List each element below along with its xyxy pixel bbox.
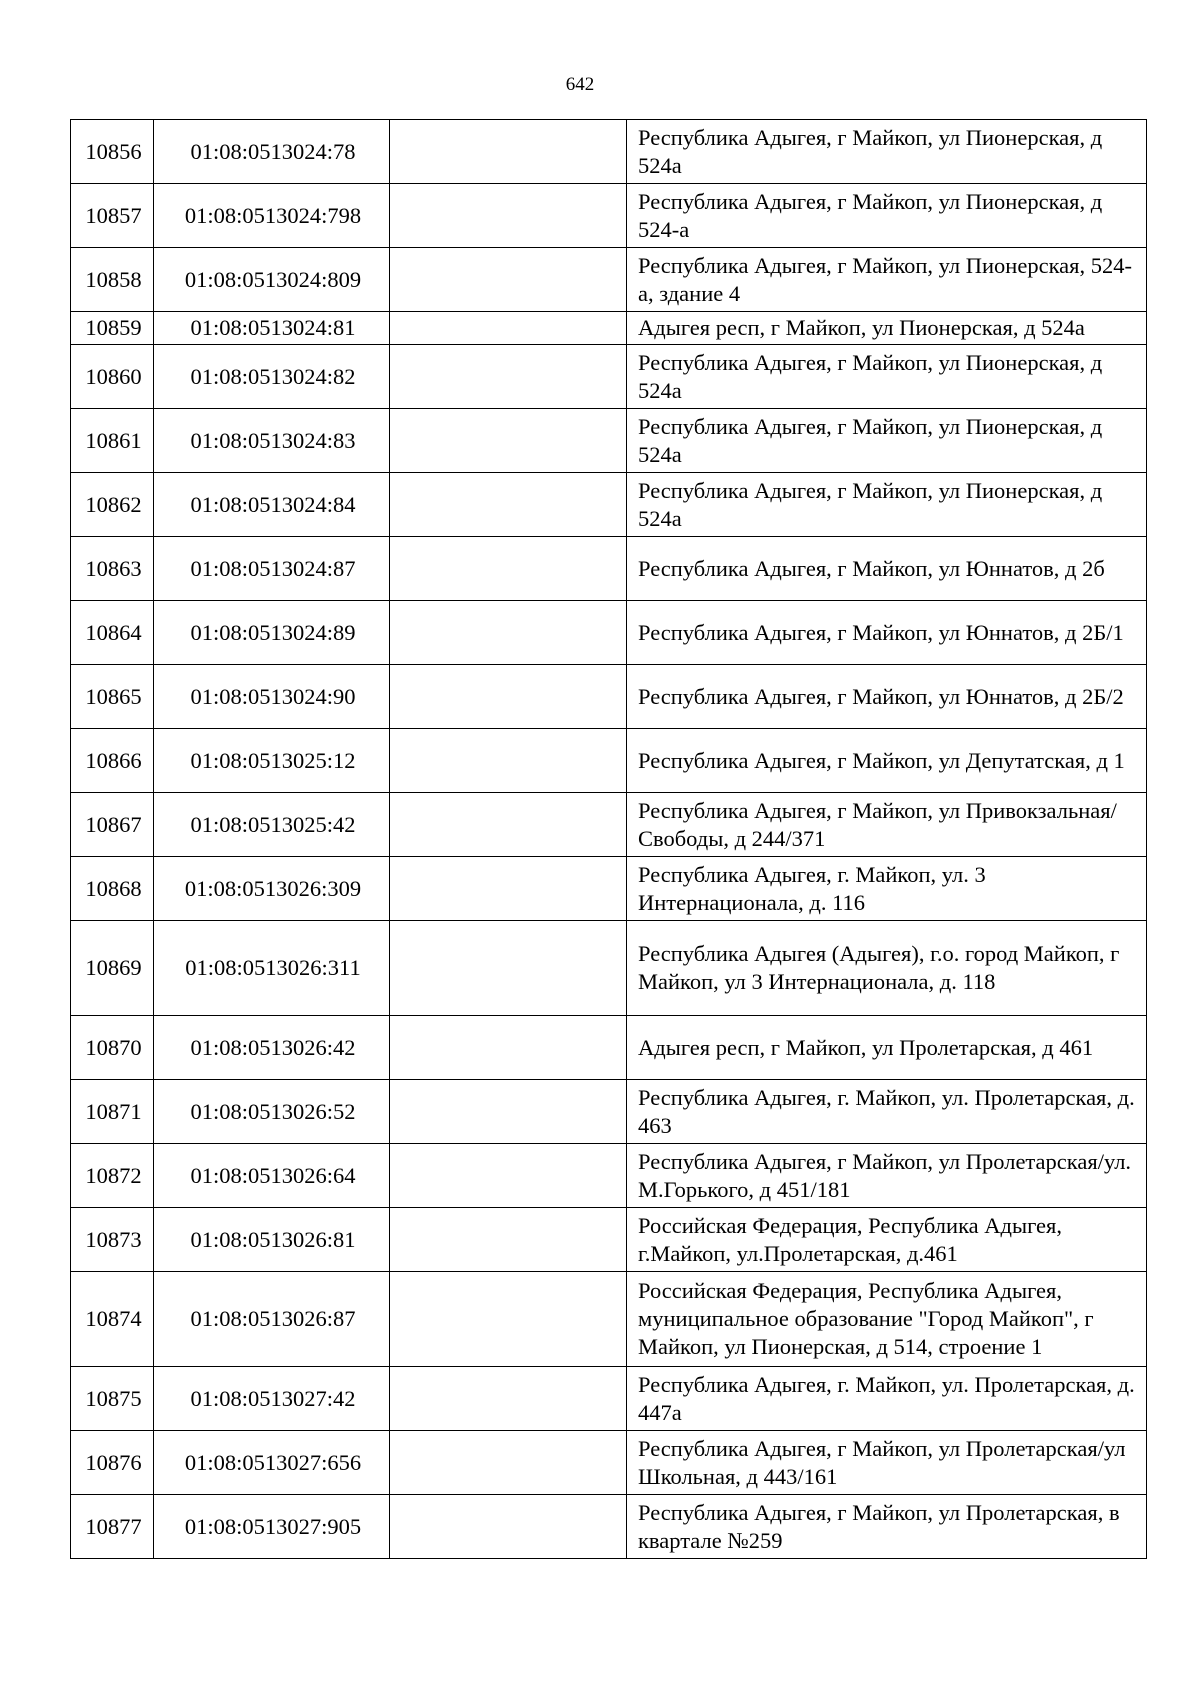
row-number: 10863 [71, 537, 154, 601]
registry-table [70, 119, 1147, 1559]
cadastral-number: 01:08:0513024:81 [154, 312, 390, 345]
table-row [71, 729, 1147, 793]
table-row [71, 248, 1147, 312]
row-number: 10866 [71, 729, 154, 793]
cadastral-number: 01:08:0513024:90 [154, 665, 390, 729]
row-number: 10871 [71, 1080, 154, 1144]
table-row [71, 1495, 1147, 1559]
cadastral-number: 01:08:0513027:656 [154, 1431, 390, 1495]
cadastral-number: 01:08:0513024:798 [154, 184, 390, 248]
empty-cell [390, 248, 627, 312]
address: Республика Адыгея, г. Майкоп, ул. 3 Интернационала, д. 116 [627, 857, 1147, 921]
cadastral-number: 01:08:0513026:309 [154, 857, 390, 921]
cadastral-number: 01:08:0513025:42 [154, 793, 390, 857]
table-row [71, 312, 1147, 345]
row-number: 10867 [71, 793, 154, 857]
table-row [71, 857, 1147, 921]
table-row [71, 1016, 1147, 1080]
empty-cell [390, 1272, 627, 1367]
table-row [71, 184, 1147, 248]
address: Республика Адыгея, г Майкоп, ул Юннатов, д 2Б/1 [627, 601, 1147, 665]
cadastral-number: 01:08:0513024:89 [154, 601, 390, 665]
table-row [71, 793, 1147, 857]
table-row [71, 1144, 1147, 1208]
row-number: 10868 [71, 857, 154, 921]
table-row [71, 120, 1147, 184]
row-number: 10872 [71, 1144, 154, 1208]
cadastral-number: 01:08:0513024:83 [154, 409, 390, 473]
address: Республика Адыгея, г Майкоп, ул Депутатская, д 1 [627, 729, 1147, 793]
cadastral-number: 01:08:0513026:81 [154, 1208, 390, 1272]
empty-cell [390, 1080, 627, 1144]
address: Адыгея респ, г Майкоп, ул Пролетарская, д 461 [627, 1016, 1147, 1080]
cadastral-number: 01:08:0513026:87 [154, 1272, 390, 1367]
empty-cell [390, 537, 627, 601]
table-row [71, 601, 1147, 665]
address: Республика Адыгея, г Майкоп, ул Пионерская, д 524а [627, 409, 1147, 473]
row-number: 10856 [71, 120, 154, 184]
row-number: 10873 [71, 1208, 154, 1272]
row-number: 10862 [71, 473, 154, 537]
table-row [71, 665, 1147, 729]
address: Республика Адыгея, г Майкоп, ул Пролетарская/ул. М.Горького, д 451/181 [627, 1144, 1147, 1208]
address: Республика Адыгея, г Майкоп, ул Юннатов, д 2б [627, 537, 1147, 601]
row-number: 10861 [71, 409, 154, 473]
row-number: 10859 [71, 312, 154, 345]
row-number: 10874 [71, 1272, 154, 1367]
empty-cell [390, 1144, 627, 1208]
empty-cell [390, 1431, 627, 1495]
empty-cell [390, 1367, 627, 1431]
empty-cell [390, 665, 627, 729]
empty-cell [390, 601, 627, 665]
row-number: 10870 [71, 1016, 154, 1080]
table-row [71, 537, 1147, 601]
table-row [71, 1080, 1147, 1144]
table-row [71, 1367, 1147, 1431]
empty-cell [390, 184, 627, 248]
cadastral-number: 01:08:0513024:809 [154, 248, 390, 312]
address: Республика Адыгея, г Майкоп, ул Пионерская, д 524а [627, 473, 1147, 537]
cadastral-number: 01:08:0513024:87 [154, 537, 390, 601]
address: Республика Адыгея, г Майкоп, ул Пионерская, д 524а [627, 120, 1147, 184]
address: Республика Адыгея (Адыгея), г.о. город Майкоп, г Майкоп, ул 3 Интернационала, д. 118 [627, 921, 1147, 1016]
empty-cell [390, 409, 627, 473]
table-row [71, 409, 1147, 473]
address: Республика Адыгея, г. Майкоп, ул. Пролетарская, д. 463 [627, 1080, 1147, 1144]
cadastral-number: 01:08:0513026:64 [154, 1144, 390, 1208]
empty-cell [390, 1016, 627, 1080]
cadastral-number: 01:08:0513024:82 [154, 345, 390, 409]
address: Республика Адыгея, г Майкоп, ул Пролетарская, в квартале №259 [627, 1495, 1147, 1559]
table-row [71, 345, 1147, 409]
table-row [71, 1272, 1147, 1367]
cadastral-number: 01:08:0513025:12 [154, 729, 390, 793]
registry-table-body [71, 120, 1147, 1559]
empty-cell [390, 729, 627, 793]
address: Республика Адыгея, г Майкоп, ул Пионерская, 524-а, здание 4 [627, 248, 1147, 312]
address: Республика Адыгея, г. Майкоп, ул. Пролетарская, д. 447а [627, 1367, 1147, 1431]
row-number: 10864 [71, 601, 154, 665]
address: Республика Адыгея, г Майкоп, ул Пролетарская/ул Школьная, д 443/161 [627, 1431, 1147, 1495]
address: Республика Адыгея, г Майкоп, ул Юннатов, д 2Б/2 [627, 665, 1147, 729]
empty-cell [390, 345, 627, 409]
cadastral-number: 01:08:0513026:42 [154, 1016, 390, 1080]
cadastral-number: 01:08:0513027:905 [154, 1495, 390, 1559]
cadastral-number: 01:08:0513027:42 [154, 1367, 390, 1431]
row-number: 10860 [71, 345, 154, 409]
empty-cell [390, 921, 627, 1016]
empty-cell [390, 1208, 627, 1272]
table-row [71, 1431, 1147, 1495]
empty-cell [390, 793, 627, 857]
empty-cell [390, 473, 627, 537]
cadastral-number: 01:08:0513024:78 [154, 120, 390, 184]
table-row [71, 921, 1147, 1016]
table-row [71, 1208, 1147, 1272]
row-number: 10865 [71, 665, 154, 729]
address: Республика Адыгея, г Майкоп, ул Пионерская, д 524а [627, 345, 1147, 409]
row-number: 10875 [71, 1367, 154, 1431]
row-number: 10876 [71, 1431, 154, 1495]
address: Республика Адыгея, г Майкоп, ул Пионерская, д 524-а [627, 184, 1147, 248]
table-row [71, 473, 1147, 537]
empty-cell [390, 1495, 627, 1559]
address: Республика Адыгея, г Майкоп, ул Привокзальная/Свободы, д 244/371 [627, 793, 1147, 857]
row-number: 10869 [71, 921, 154, 1016]
empty-cell [390, 312, 627, 345]
row-number: 10857 [71, 184, 154, 248]
cadastral-number: 01:08:0513026:311 [154, 921, 390, 1016]
cadastral-number: 01:08:0513024:84 [154, 473, 390, 537]
address: Российская Федерация, Республика Адыгея, г.Майкоп, ул.Пролетарская, д.461 [627, 1208, 1147, 1272]
row-number: 10877 [71, 1495, 154, 1559]
page-number: 642 [565, 74, 595, 95]
address: Адыгея респ, г Майкоп, ул Пионерская, д 524а [627, 312, 1147, 345]
empty-cell [390, 857, 627, 921]
empty-cell [390, 120, 627, 184]
address: Российская Федерация, Республика Адыгея, муниципальное образование "Город Майкоп", г Майкоп, ул Пионерская, д 514, строение 1 [627, 1272, 1147, 1367]
cadastral-number: 01:08:0513026:52 [154, 1080, 390, 1144]
row-number: 10858 [71, 248, 154, 312]
